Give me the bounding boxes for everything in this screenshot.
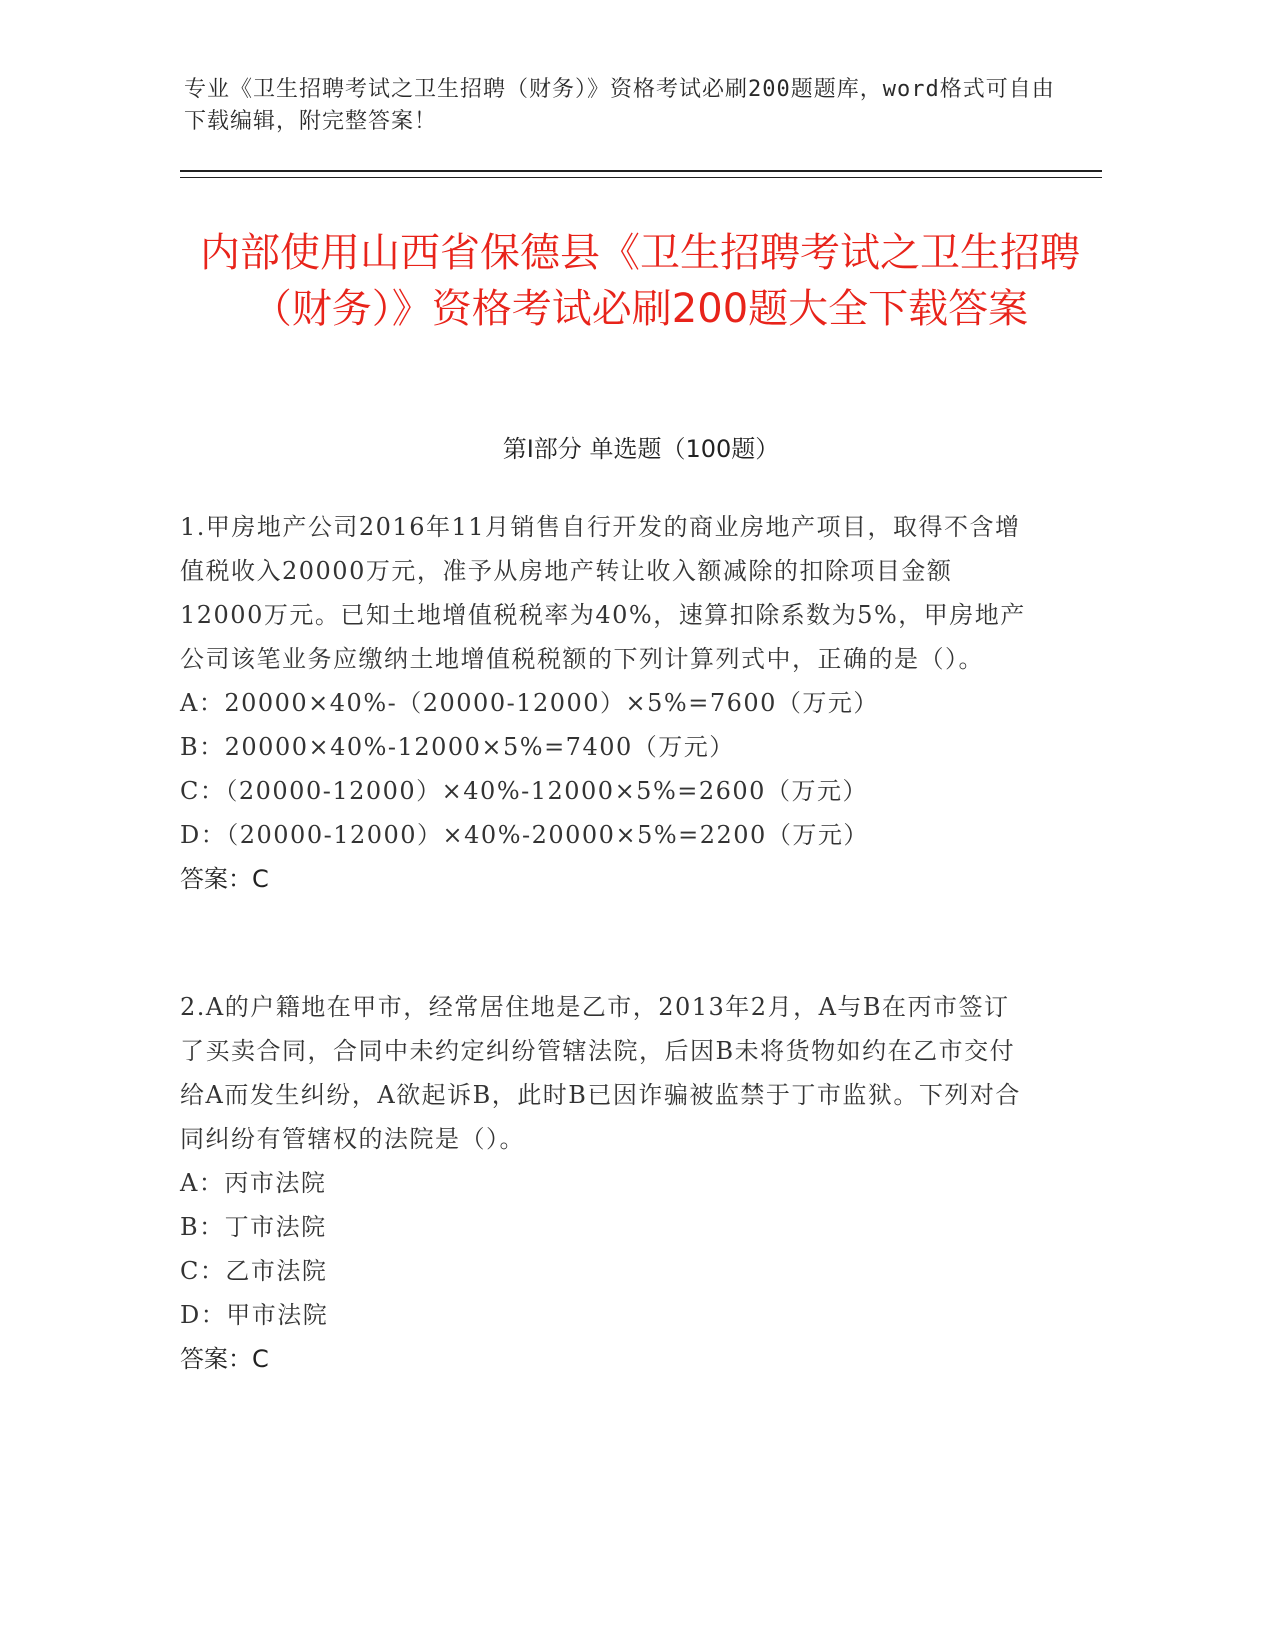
answer: 答案：C bbox=[180, 865, 269, 893]
option-d: D：甲市法院 bbox=[180, 1301, 329, 1329]
section-heading: 第Ⅰ部分 单选题（100题） bbox=[502, 435, 780, 463]
header-rule-thick bbox=[180, 170, 1102, 172]
answer: 答案：C bbox=[180, 1345, 269, 1373]
question-2 bbox=[180, 985, 1030, 1381]
option-a: A：丙市法院 bbox=[180, 1169, 327, 1197]
header-rule-thin bbox=[180, 177, 1102, 178]
option-b: B：丁市法院 bbox=[180, 1213, 327, 1241]
option-d: D：（20000-12000）×40%-20000×5%=2200（万元） bbox=[180, 821, 869, 849]
question-stem: 2.A的户籍地在甲市，经常居住地是乙市，2013年2月，A与B在丙市签订了买卖合同，合同中未约定纠纷管辖法院，后因B未将货物如约在乙市交付给A而发生纠纷，A欲起诉B，此时B已因诈骗被监禁于丁市监狱。下列对合同纠纷有管辖权的法院是（）。 bbox=[180, 993, 1021, 1153]
question-1 bbox=[180, 505, 1030, 901]
option-b: B：20000×40%-12000×5%=7400（万元） bbox=[180, 733, 735, 761]
option-c: C：乙市法院 bbox=[180, 1257, 328, 1285]
question-stem: 1.甲房地产公司2016年11月销售自行开发的商业房地产项目，取得不含增值税收入20000万元，准予从房地产转让收入额减除的扣除项目金额12000万元。已知土地增值税税率为40%，速算扣除系数为5%，甲房地产公司该笔业务应缴纳土地增值税税额的下列计算列式中，正确的是（）。 bbox=[180, 513, 1026, 673]
option-a: A：20000×40%-（20000-12000）×5%=7600（万元） bbox=[180, 689, 879, 717]
document-title: 内部使用山西省保德县《卫生招聘考试之卫生招聘（财务）》资格考试必刷200题大全下载答案 bbox=[200, 230, 1080, 332]
option-c: C：（20000-12000）×40%-12000×5%=2600（万元） bbox=[180, 777, 868, 805]
header-note: 专业《卫生招聘考试之卫生招聘（财务）》资格考试必刷200题题库，word格式可自由下载编辑，附完整答案！ bbox=[184, 77, 1055, 134]
